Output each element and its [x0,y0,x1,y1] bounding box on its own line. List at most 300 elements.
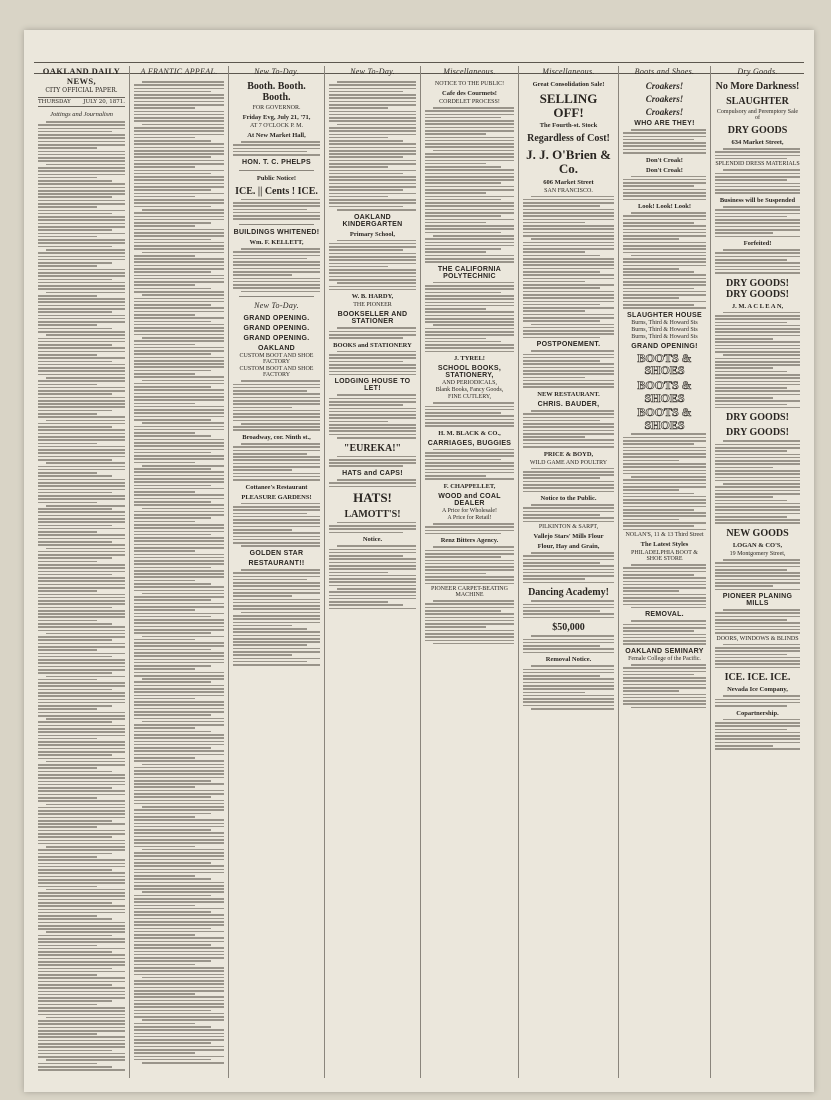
text-line [425,225,514,227]
text-line [425,305,514,307]
ad-headline: Notice. [362,536,383,544]
text-line [623,139,694,141]
text-line [233,479,320,481]
text-line [329,243,416,245]
text-line [38,223,125,225]
text-line [142,422,224,424]
text-line [134,931,224,933]
text-line [425,328,514,330]
text-line [523,225,614,227]
text-line [523,559,614,561]
ad-headline: SLAUGHTER HOUSE [627,311,702,319]
text-line [134,698,195,700]
text-line [38,190,125,192]
text-line [523,413,614,415]
text-line [523,695,614,697]
text-line [38,236,97,238]
text-line [425,530,514,532]
text-line [523,682,614,684]
text-line [38,1020,125,1022]
ad-text [329,456,416,467]
ad-subline: Burns, Third & Howard Sts [631,326,698,333]
text-line [38,200,125,202]
text-line [38,646,125,648]
text-line [38,177,97,179]
ad-headline: GRAND OPENING. [243,325,310,333]
text-line [715,742,800,744]
text-line [329,424,416,426]
text-line [715,374,800,376]
text-line [233,420,320,422]
text-line [38,498,125,500]
text-line [38,279,112,281]
text-line [623,584,706,586]
ad-name: PRICE & BOYD, [543,450,594,458]
text-line [425,189,514,191]
text-line [233,532,320,534]
text-line [715,189,800,191]
text-line [233,410,320,412]
text-line [38,1010,125,1012]
ad-headline: Removal Notice. [545,656,592,664]
text-line [38,531,97,533]
ad-text [715,169,800,194]
text-line [329,572,388,574]
text-line [329,166,388,168]
text-line [233,476,320,478]
text-line [715,173,800,175]
text-line [425,623,514,625]
text-line [134,1006,224,1008]
ad-text [425,600,514,644]
ad-text [425,523,514,534]
text-line [715,390,800,392]
text-line [523,222,585,224]
text-line [623,145,706,147]
text-line [38,712,125,714]
text-line [715,384,800,386]
text-line [337,545,416,547]
text-line [38,731,125,733]
text-line [142,849,224,851]
text-line [134,757,195,759]
text-line [134,271,211,273]
text-line [425,422,514,424]
text-line [38,767,97,769]
divider [239,170,314,171]
text-line [38,702,125,704]
text-line [134,517,211,519]
text-line [329,357,416,359]
text-line [38,823,125,825]
text-line [134,485,211,487]
text-line [134,288,211,290]
ad-headline: DRY GOODS! [726,412,789,424]
text-line [134,616,211,618]
text-line [134,741,224,743]
text-line [523,337,600,339]
text-line [329,337,403,339]
text-line [134,409,224,411]
text-line [38,554,125,556]
text-line [329,565,416,567]
text-line [337,124,416,126]
text-line [715,585,773,587]
text-line [523,417,614,419]
ad-subline: The Fourth-st. Stock [539,122,598,130]
text-line [38,275,125,277]
newspaper-page [24,30,814,1092]
text-line [134,704,224,706]
text-line [523,491,614,493]
text-line [329,183,416,185]
text-line [38,620,97,622]
text-line [623,219,706,221]
text-line [38,669,125,671]
ad-address: NOLAN'S, 11 & 13 Third Street [625,532,704,539]
text-line [337,282,416,284]
text-line [134,727,195,729]
text-line [425,255,514,257]
text-line [523,604,614,606]
text-line [38,167,125,169]
text-line [523,278,614,280]
text-line [329,276,416,278]
text-line [425,160,514,162]
text-line [337,394,416,396]
text-line [337,479,416,481]
text-line [134,1010,211,1012]
text-line [142,124,224,126]
text-line [134,629,224,631]
text-line [523,320,600,322]
text-line [134,970,224,972]
text-line [715,364,800,366]
text-line [38,662,125,664]
ad-text [233,141,320,156]
text-line [38,836,112,838]
text-line [425,452,514,454]
text-line [425,248,501,250]
text-line [433,546,514,548]
text-line [433,107,514,109]
text-line [38,397,125,399]
text-line [425,163,486,165]
text-line [623,132,706,134]
text-line [715,562,800,564]
text-line [523,446,614,448]
text-line [523,669,614,671]
column-8 [711,66,804,1078]
text-line [134,107,195,109]
column-3 [229,66,325,1078]
text-line [38,856,97,858]
text-line [523,255,600,257]
text-line [523,652,614,654]
text-line [38,219,125,221]
text-line [715,454,800,456]
text-line [523,297,614,299]
text-line [233,536,320,538]
text-line [134,540,224,542]
text-line [715,341,800,343]
text-line [38,820,112,822]
text-line [134,193,224,195]
ad-text [715,695,800,706]
column-1 [34,66,130,1078]
ad-headline: SLAUGHTER [726,96,789,107]
ad-headline: Copartnership. [736,709,779,717]
text-line [38,154,125,156]
masthead-subtitle: CITY OFFICIAL PAPER. [45,87,118,94]
text-line [38,597,125,599]
text-line [425,117,501,119]
text-line [134,813,211,815]
text-line [38,872,125,874]
text-line [233,631,320,633]
text-line [241,569,320,571]
text-line [715,407,800,409]
text-line [38,800,125,802]
text-line [38,1040,125,1042]
text-line [425,285,514,287]
text-line [38,324,97,326]
text-line [523,261,614,263]
ad-text [233,380,320,431]
text-line [134,836,224,838]
text-line [134,895,211,897]
text-line [715,259,787,261]
text-line [329,279,416,281]
text-line [715,186,800,188]
text-line [631,129,706,131]
text-line [523,284,614,286]
text-line [134,531,224,533]
text-line [623,179,706,181]
text-line [38,216,125,218]
text-line [38,305,125,307]
text-line [134,563,224,565]
text-line [425,186,514,188]
ad-headline: HATS! [353,490,392,506]
text-line [134,777,224,779]
text-line [425,222,486,224]
text-line [241,545,320,547]
text-line [425,321,514,323]
text-line [523,688,614,690]
text-line [38,364,125,366]
column-6 [519,66,619,1078]
text-line [134,196,195,198]
text-line [523,672,614,674]
text-line [134,1013,224,1015]
divider [239,296,314,297]
text-line [38,899,125,901]
text-line [38,183,125,185]
text-line [623,525,694,527]
text-line [715,480,800,482]
ad-name: Nevada Ice Company, [727,686,788,694]
text-line [134,724,224,726]
text-line [134,301,224,303]
ad-text [623,129,706,154]
text-line [46,462,125,464]
ad-text [329,81,416,211]
ad-name: F. CHAPPELLET, [443,483,496,490]
text-line [523,327,614,329]
text-line [329,84,416,86]
text-line [329,462,416,464]
ad-subline: Blank Books, Fancy Goods, [435,387,504,394]
ad-headline: SCHOOL BOOKS, STATIONERY, [437,365,502,380]
text-line [134,176,224,178]
ad-date: Friday Evg, July 21, '71, [242,114,311,121]
text-line [623,252,706,254]
text-line [134,114,224,116]
text-line [523,521,614,523]
text-line [425,212,514,214]
text-line [715,616,800,618]
text-line [631,212,706,214]
text-line [425,176,514,178]
text-line [134,754,224,756]
text-line [623,281,706,283]
ad-name: J. J. O'Brien & Co. [526,147,611,176]
text-line [425,140,514,142]
text-line [523,420,600,422]
text-line [233,397,320,399]
text-line [329,88,416,90]
text-line [134,583,211,585]
ad-headline: SELLING OFF! [539,91,598,120]
text-line [38,137,125,139]
text-line [233,641,320,643]
ad-text [523,410,614,448]
text-line [134,1003,224,1005]
text-line [715,503,800,505]
text-line [425,412,501,414]
text-line [134,898,224,900]
text-line [134,439,224,441]
text-line [38,252,125,254]
text-line [531,468,614,470]
text-line [523,199,614,201]
text-line [134,590,224,592]
text-line [38,813,125,815]
ad-text [233,443,320,481]
text-line [715,345,800,347]
text-line [433,449,514,451]
ad-text [715,440,800,524]
text-line [38,298,125,300]
text-line [715,519,800,521]
text-line [38,708,97,710]
text-line [715,400,800,402]
text-line [134,412,224,414]
text-line [329,555,403,557]
text-line [134,324,224,326]
text-line [38,370,125,372]
ad-name: J. M. A C L E A N, [731,302,784,310]
text-line [425,123,514,125]
text-line [623,512,706,514]
column-5 [421,66,519,1078]
text-line [46,1059,125,1061]
text-line [38,469,125,471]
text-line [425,455,514,457]
text-line [233,453,307,455]
text-line [38,226,125,228]
text-line [38,269,125,271]
text-line [134,504,224,506]
text-line [38,892,125,894]
text-line [623,222,694,224]
text-line [38,849,125,851]
text-line [134,1056,224,1058]
text-line [715,232,773,234]
text-line [523,648,614,650]
text-line [715,338,773,340]
text-line [38,347,125,349]
text-line [134,829,211,831]
text-line [523,314,614,316]
text-line [623,470,706,472]
ad-text [425,546,514,584]
text-line [723,206,800,208]
text-line [715,626,800,628]
text-line [715,266,800,268]
ad-headline: NOTICE TO THE PUBLIC! [434,81,505,87]
text-line [38,502,97,504]
text-line [134,406,224,408]
text-line [134,458,224,460]
text-line [337,209,416,211]
text-line [623,630,694,632]
text-line [523,607,614,609]
text-line [425,292,501,294]
text-line [623,671,706,673]
text-line [134,609,195,611]
ad-headline: WOOD and COAL DEALER [438,493,501,507]
text-line [38,1046,125,1048]
text-line [623,265,706,267]
text-line [329,465,403,467]
text-line [38,525,112,527]
text-line [134,321,211,323]
text-line [38,810,125,812]
text-line [329,269,416,271]
ad-headline: THE CALIFORNIA POLYTECHNIC [437,265,502,280]
text-line [38,679,97,681]
text-line [142,721,224,723]
text-line [142,465,224,467]
text-line [233,209,307,211]
text-line [623,684,706,686]
text-line [46,804,125,806]
text-line [723,483,800,485]
text-line [233,413,320,415]
text-line [523,517,614,519]
text-line [38,170,125,172]
text-line [38,374,125,376]
text-line [715,496,773,498]
text-line [425,569,514,571]
text-line [142,891,224,893]
text-line [329,160,416,162]
text-line [38,472,97,474]
text-line [134,619,224,621]
text-line [715,447,800,449]
